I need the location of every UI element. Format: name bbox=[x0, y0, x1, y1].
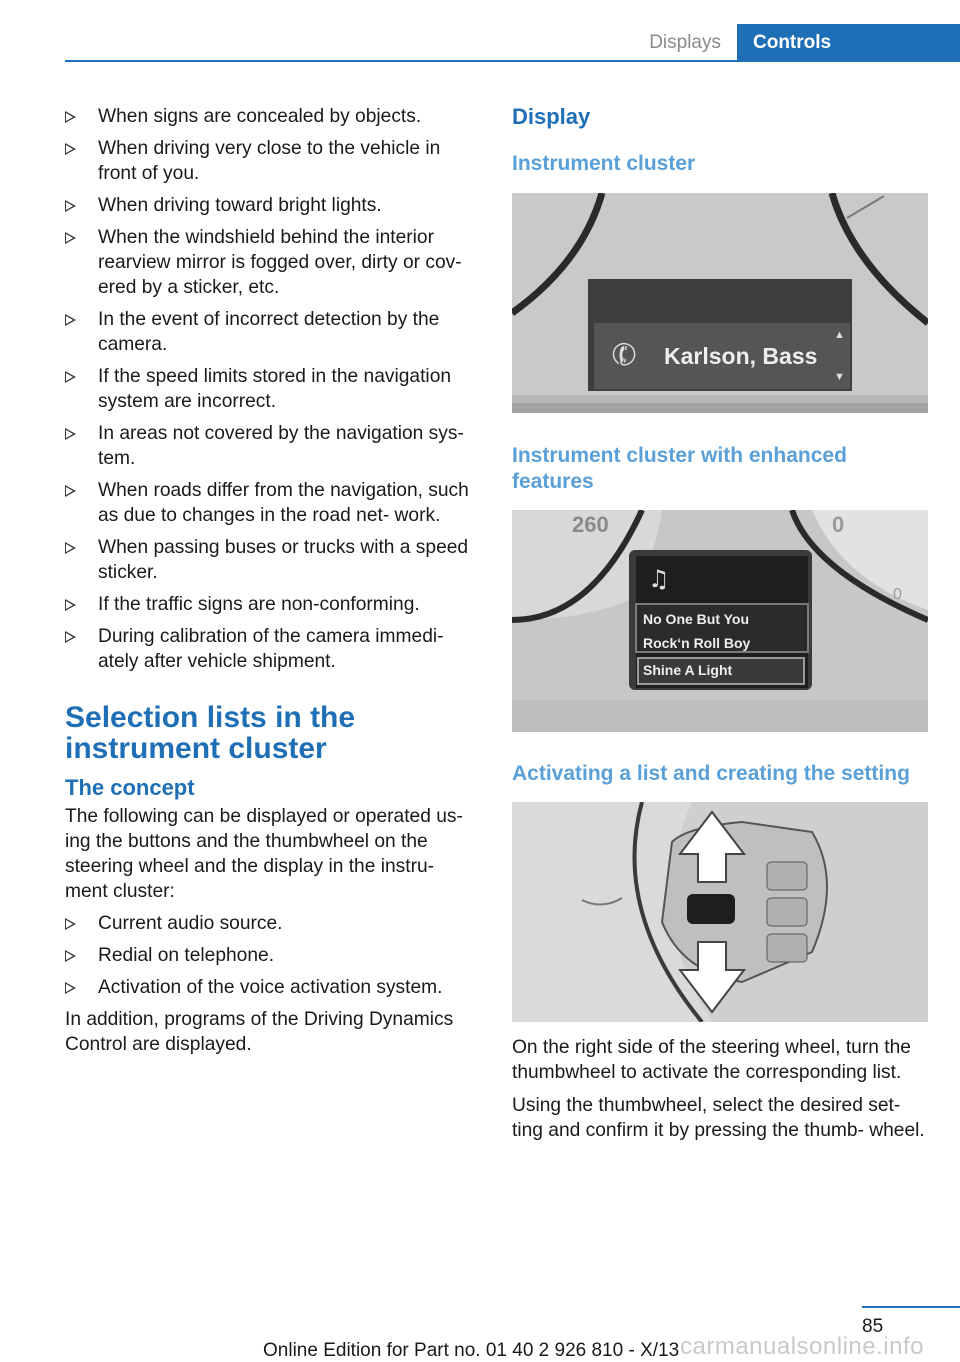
cluster-heading: Instrument cluster bbox=[512, 152, 696, 175]
concept-list bbox=[65, 911, 480, 1000]
concept-text: The following can be displayed or operated us‐ ing the buttons and the thumbwheel on the steering wheel and the display in the instru‐ ment cluster: bbox=[65, 806, 463, 902]
list-item: When roads differ from the navigation, such as due to changes in the road net‐ work. bbox=[65, 478, 480, 528]
header-rule bbox=[65, 60, 960, 62]
list-item: When signs are concealed by objects. bbox=[65, 104, 480, 129]
list-item: In the event of incorrect detection by the camera. bbox=[65, 307, 480, 357]
list-item: If the traffic signs are non-conforming. bbox=[65, 592, 480, 617]
watermark: carmanualsonline.info bbox=[680, 1333, 924, 1360]
bullet-triangle-icon bbox=[65, 631, 76, 643]
closing-text: In addition, programs of the Driving Dynamics Control are displayed. bbox=[65, 1009, 454, 1055]
list-item: If the speed limits stored in the navigation system are incorrect. bbox=[65, 364, 480, 414]
bullet-triangle-icon bbox=[65, 232, 76, 244]
paragraph-activate: On the right side of the steering wheel, turn the thumbwheel to activate the corresponding list. bbox=[512, 1037, 911, 1083]
enhanced-list-item-1: No One But You bbox=[643, 611, 750, 627]
scroll-down-icon: ▼ bbox=[834, 371, 845, 383]
instrument-cluster-figure bbox=[512, 193, 928, 413]
enhanced-list-item-2: Rock‘n Roll Boy bbox=[643, 635, 751, 651]
list-item: Activation of the voice activation system. bbox=[65, 975, 480, 1000]
gauge-right-small-value: 0 bbox=[893, 586, 902, 603]
bullet-triangle-icon bbox=[65, 950, 76, 962]
bullet-triangle-icon bbox=[65, 485, 76, 497]
enhanced-list-item-3: Shine A Light bbox=[643, 662, 733, 678]
phone-icon: ✆ bbox=[606, 334, 643, 377]
bullet-triangle-icon bbox=[65, 200, 76, 212]
list-item: When passing buses or trucks with a speed sticker. bbox=[65, 535, 480, 585]
right-column bbox=[512, 100, 932, 1143]
list-item: During calibration of the camera immedi‐ ately after vehicle shipment. bbox=[65, 624, 480, 674]
paragraph-confirm: Using the thumbwheel, select the desired set‐ ting and confirm it by pressing the thumb‐ wheel. bbox=[512, 1095, 925, 1141]
gauge-left-value: 260 bbox=[572, 512, 609, 537]
scroll-up-icon: ▲ bbox=[834, 329, 845, 341]
list-item: When driving toward bright lights. bbox=[65, 193, 480, 218]
enhanced-cluster-figure bbox=[512, 510, 928, 732]
edition-line: Online Edition for Part no. 01 40 2 926 810 - X/13 bbox=[263, 1340, 680, 1361]
instrument-cluster-illustration bbox=[512, 193, 928, 413]
bullet-triangle-icon bbox=[65, 143, 76, 155]
bullet-triangle-icon bbox=[65, 111, 76, 123]
steering-wheel-illustration bbox=[512, 802, 928, 1022]
list-item: When driving very close to the vehicle in front of you. bbox=[65, 136, 480, 186]
header-section-tab: Displays bbox=[649, 32, 721, 53]
bullet-triangle-icon bbox=[65, 982, 76, 994]
list-item: Redial on telephone. bbox=[65, 943, 480, 968]
list-item: Current audio source. bbox=[65, 911, 480, 936]
steering-wheel-figure bbox=[512, 802, 928, 1022]
header-chapter-tab: Controls bbox=[737, 24, 960, 62]
list-item: When the windshield behind the interior rearview mirror is fogged over, dirty or cov‐ ered by a sticker, etc. bbox=[65, 225, 480, 300]
bullet-triangle-icon bbox=[65, 314, 76, 326]
bullet-triangle-icon bbox=[65, 918, 76, 930]
bullet-triangle-icon bbox=[65, 371, 76, 383]
page-number: 85 bbox=[862, 1316, 884, 1337]
cluster-display-text: Karlson, Bass bbox=[664, 343, 818, 369]
left-column bbox=[65, 100, 480, 1057]
activate-heading: Activating a list and creating the setting bbox=[512, 762, 910, 785]
footer-rule bbox=[862, 1306, 960, 1308]
section-heading: Selection lists in the instrument cluster bbox=[65, 701, 356, 765]
bullet-triangle-icon bbox=[65, 428, 76, 440]
concept-heading: The concept bbox=[65, 775, 195, 800]
bullet-triangle-icon bbox=[65, 542, 76, 554]
list-item: In areas not covered by the navigation sys‐ tem. bbox=[65, 421, 480, 471]
display-heading: Display bbox=[512, 104, 591, 129]
limitations-list bbox=[65, 104, 480, 674]
enhanced-heading: Instrument cluster with enhanced features bbox=[512, 444, 847, 493]
gauge-right-value: 0 bbox=[832, 512, 845, 537]
bullet-triangle-icon bbox=[65, 599, 76, 611]
music-source-icon: ♫ bbox=[648, 565, 670, 593]
